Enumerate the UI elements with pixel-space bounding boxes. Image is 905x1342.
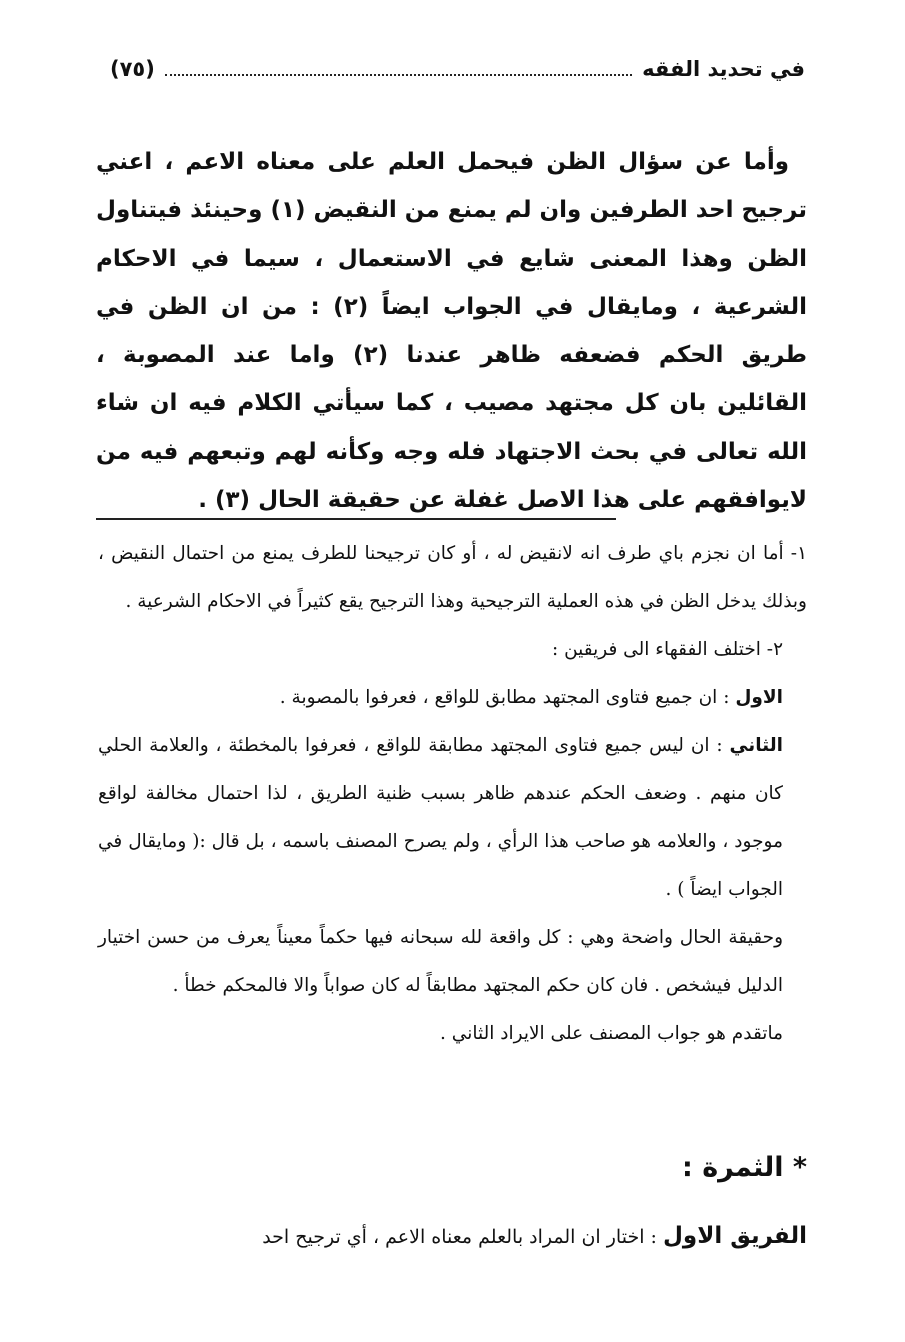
second-group-text: : ان ليس جميع فتاوى المجتهد مطابقة للواقع ، فعرفوا بالمخطئة ، والعلامة الحلي كان منهم . وضعف الحكم عندهم ظاهر بسبب ظنية الطريق ، لذا احتمال مخالفة لواقع موجود ، والعلامه هو صاحب هذا الرأي ، ولم يصرح المصنف باسمه ، بل قال :( ومايقال في الجواب ايضاً ) . xyxy=(98,735,783,900)
running-title: في تحديد الفقه xyxy=(642,57,805,81)
closing-text: : اختار ان المراد بالعلم معناه الاعم ، أي ترجيح احد xyxy=(262,1226,657,1248)
first-group-text: : ان جميع فتاوى المجتهد مطابق للواقع ، فعرفوا بالمصوبة . xyxy=(279,687,730,708)
closing-line xyxy=(98,1212,807,1261)
section-heading: * الثمرة : xyxy=(682,1152,807,1183)
page-number: (٧٥) xyxy=(110,57,155,81)
page-header xyxy=(110,46,805,92)
footnote-1: ١- أما ان نجزم باي طرف انه لانقيض له ، أو كان ترجيحنا للطرف يمنع من احتمال النقيض ، وبذلك يدخل الظن في هذه العملية الترجيحية وهذا الترجيح يقع كثيراً في الاحكام الشرعية . xyxy=(98,543,807,612)
footnote-2-second-group xyxy=(98,722,807,914)
footnote-summary: ماتقدم هو جواب المصنف على الايراد الثاني . xyxy=(440,1023,783,1044)
first-group-label: الاول xyxy=(735,687,783,708)
second-group-label: الثاني xyxy=(729,735,783,756)
footnote-3: وحقيقة الحال واضحة وهي : كل واقعة لله سبحانه فيها حكماً معيناً يعرف من حسن اختيار الدليل فيشخص . فان كان حكم المجتهد مطابقاً له كان صواباً والا فالمحكم خطأ . xyxy=(98,927,783,996)
main-text-block xyxy=(96,138,807,524)
main-paragraph: وأما عن سؤال الظن فيحمل العلم على معناه الاعم ، اعني ترجيح احد الطرفين وان لم يمنع من النقيض (١) وحينئذ فيتناول الظن وهذا المعنى شايع في الاستعمال ، سيما في الاحكام الشرعية ، ومايقال في الجواب ايضاً (٢) : من ان الظن في طريق الحكم فضعفه ظاهر عندنا (٢) واما عند المصوبة ، القائلين بان كل مجتهد مصيب ، كما سيأتي الكلام فيه ان شاء الله تعالى في بحث الاجتهاد فله وجه وكأنه لهم وتبعهم فيه من لايوافقهم على هذا الاصل غفلة عن حقيقة الحال (٣) . xyxy=(95,149,807,514)
footnote-divider xyxy=(96,518,616,520)
footnotes xyxy=(98,530,807,1058)
footnote-2-first-group xyxy=(98,674,807,722)
header-leader-dots xyxy=(165,74,632,76)
closing-label: الفريق الاول xyxy=(662,1223,807,1249)
footnote-2-intro: ٢- اختلف الفقهاء الى فريقين : xyxy=(551,639,783,660)
